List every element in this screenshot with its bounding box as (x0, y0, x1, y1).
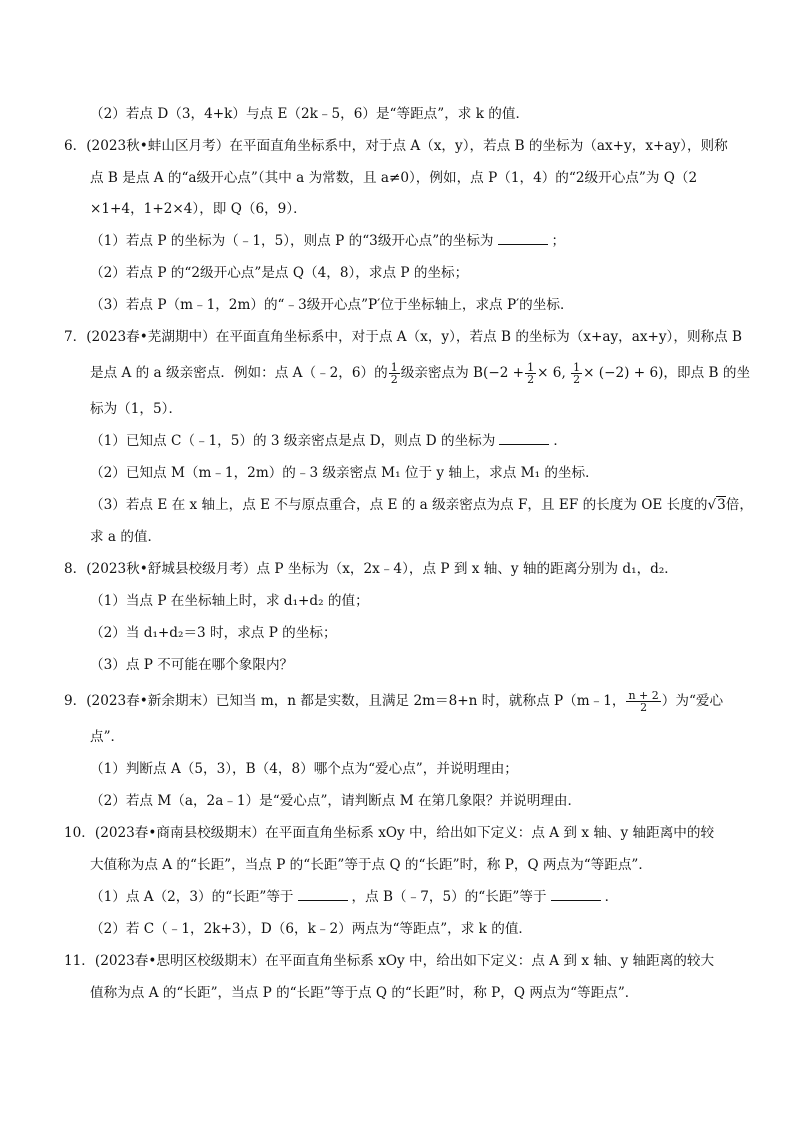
q6-part3: （3）若点 P（m﹣1，2m）的“﹣3级开心点”P′位于坐标轴上，求点 P′的坐标． (90, 297, 574, 313)
fraction-half: $\frac{1}{2}$ (527, 361, 535, 386)
q7-stem-line1: 7．(2023春•芜湖期中）在平面直角坐标系中，对于点 A（x，y），若点 B 的坐标为（x+ay，ax+y），则称点 B (64, 329, 743, 345)
q7-part2: （2）已知点 M（m﹣1，2m）的﹣3 级亲密点 M₁ 位于 y 轴上，求点 M₁ 的坐标． (90, 465, 599, 481)
q6-part2: （2）若点 P 的“2级开心点”是点 Q（4，8），求点 P 的坐标； (90, 265, 469, 281)
q10-stem-line2: 大值称为点 A 的“长距”，当点 P 的“长距”等于点 Q 的“长距”时，称 P，Q 两点为“等距点”． (90, 857, 652, 873)
q6-stem-line2: 点 B 是点 A 的“a级开心点”（其中 a 为常数，且 a≠0），例如，点 P（1，4）的“2级开心点”为 Q（2 (90, 170, 698, 186)
q6-part1: （1）若点 P 的坐标为（﹣1，5），则点 P 的“3级开心点”的坐标为 ； (90, 233, 566, 249)
q6-stem-line3: ×1+4，1+2×4），即 Q（6，9）． (90, 201, 307, 217)
q5-part2: （2）若点 D（3，4+k）与点 E（2k﹣5，6）是“等距点”，求 k 的值． (90, 106, 530, 122)
q9-part2: （2）若点 M（a，2a﹣1）是“爱心点”，请判断点 M 在第几象限？并说明理由． (90, 793, 582, 809)
q9-part1: （1）判断点 A（5，3），B（4，8）哪个点为“爱心点”，并说明理由； (90, 761, 518, 777)
fraction-n-plus-2-over-2: $\frac{n + 2}{2}$ (628, 689, 659, 714)
q11-stem-line1: 11．(2023春•思明区校级期末）在平面直角坐标系 xOy 中，给出如下定义：点 A 到 x 轴、y 轴距离的较大 (64, 953, 715, 969)
q8-part2: （2）当 d₁+d₂＝3 时，求点 P 的坐标； (90, 625, 337, 641)
q9-stem-line1: 9．(2023春•新余期末）已知当 m，n 都是实数，且满足 2m＝8+n 时，就称点 P（m﹣1， $\frac{n + 2}{2}$ ）为“爱心 (64, 689, 724, 714)
q8-part1: （1）当点 P 在坐标轴上时，求 d₁+d₂ 的值； (90, 593, 369, 609)
q10-part1: （1）点 A（2，3）的“长距”等于 ，点 B（﹣7，5）的“长距”等于 ． (90, 889, 619, 905)
q8-part3: （3）点 P 不可能在哪个象限内？ (90, 657, 294, 673)
fraction-half: $\frac{1}{2}$ (390, 361, 398, 386)
q10-stem-line1: 10．(2023春•商南县校级期末）在平面直角坐标系 xOy 中，给出如下定义：点 A 到 x 轴、y 轴距离中的较 (64, 825, 715, 841)
answer-blank (499, 432, 549, 445)
q7-stem-line2: 是点 A 的 a 级亲密点．例如：点 A（﹣2，6）的 $\frac{1}{2}$ 级亲密点为 B(−2 + $\frac{1}{2}$ × 6, $\frac{1}{2}$ × (−2) + 6)，即点 B 的坐 (90, 361, 751, 386)
sqrt-radicand: 3 (717, 497, 726, 513)
answer-blank (298, 888, 348, 901)
q9-stem-line2: 点”． (90, 729, 125, 745)
q10-part2: （2）若 C（﹣1，2k+3），D（6，k﹣2）两点为“等距点”，求 k 的值． (90, 921, 533, 937)
q7-stem-line3: 标为（1，5）． (90, 401, 183, 417)
q7-part3: （3）若点 E 在 x 轴上，点 E 不与原点重合，点 E 的 a 级亲密点为点 F，且 EF 的长度为 OE 长度的√3倍， (90, 497, 753, 513)
answer-blank (498, 232, 548, 245)
answer-blank (551, 888, 601, 901)
q11-stem-line2: 值称为点 A 的“长距”，当点 P 的“长距”等于点 Q 的“长距”时，称 P，Q 两点为“等距点”． (90, 985, 639, 1001)
q6-stem-line1: 6．(2023秋•蚌山区月考）在平面直角坐标系中，对于点 A（x，y），若点 B 的坐标为（ax+y，x+ay），则称 (64, 138, 728, 154)
q7-part1: （1）已知点 C（﹣1，5）的 3 级亲密点是点 D，则点 D 的坐标为 ． (90, 433, 567, 449)
q7-part3-cont: 求 a 的值． (90, 529, 162, 545)
fraction-half: $\frac{1}{2}$ (573, 361, 581, 386)
q8-stem: 8．(2023秋•舒城县校级月考）点 P 坐标为（x，2x﹣4），点 P 到 x 轴、y 轴的距离分别为 d₁，d₂． (64, 561, 678, 577)
